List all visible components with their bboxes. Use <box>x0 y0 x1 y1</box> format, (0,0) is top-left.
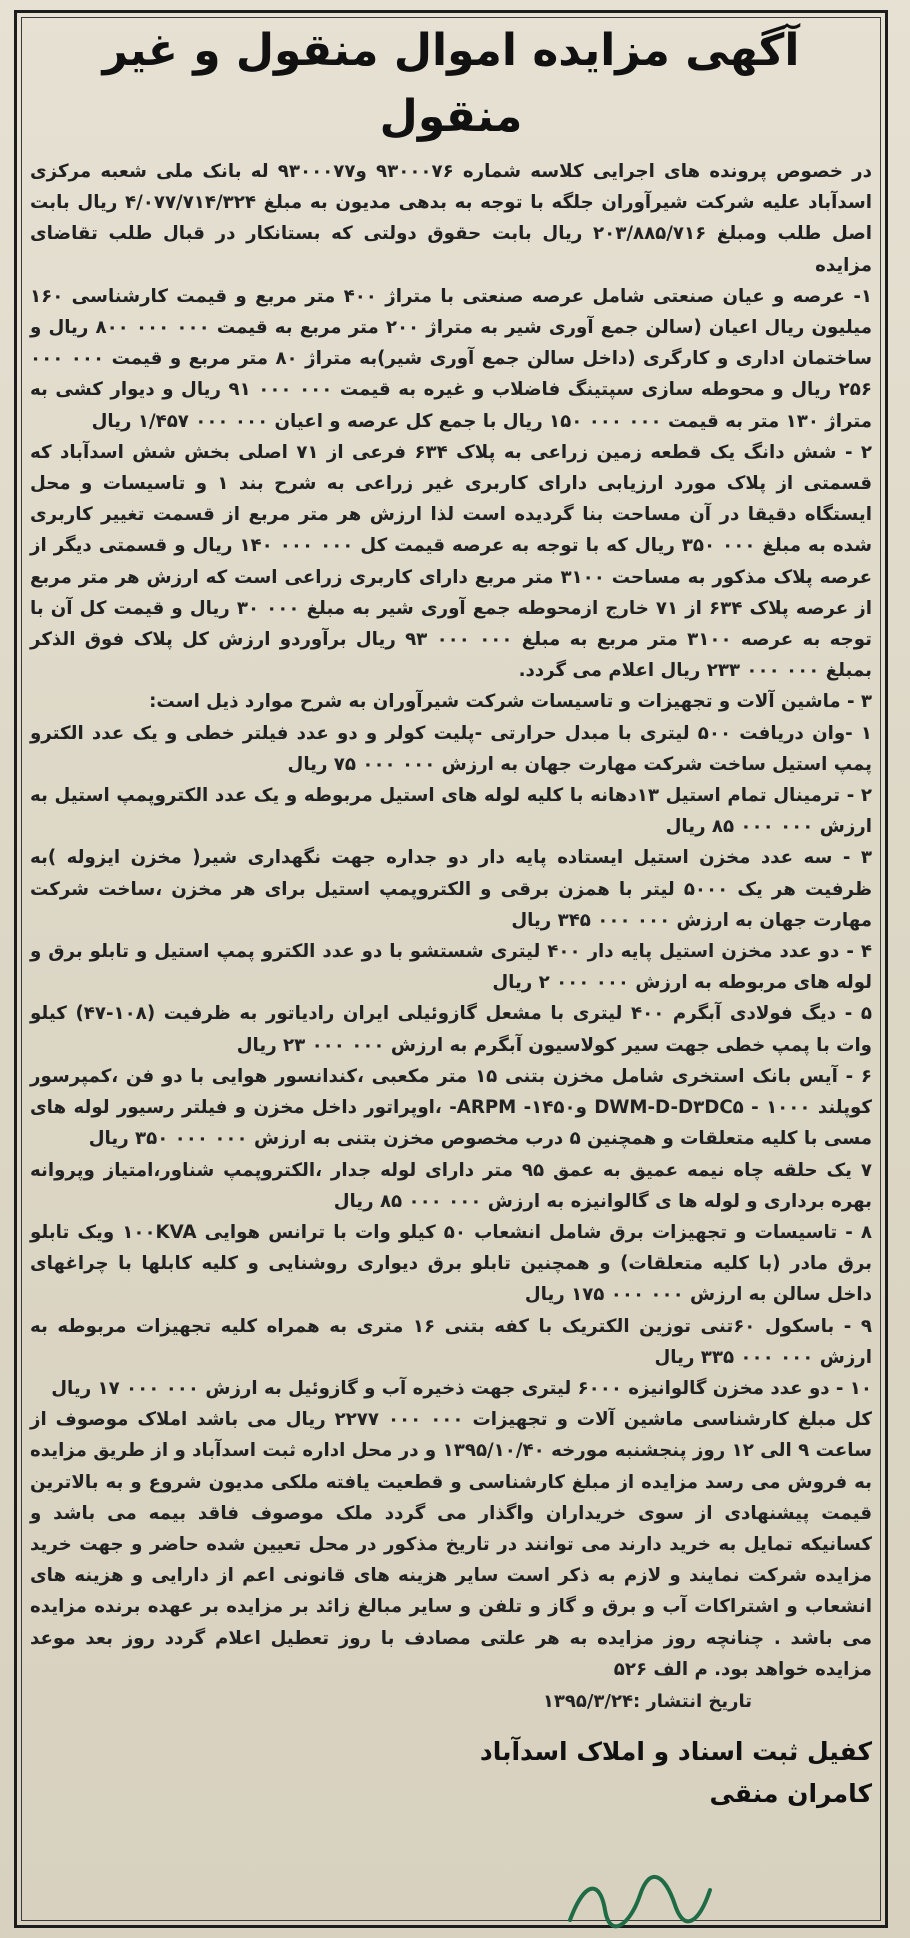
closing-paragraph: کل مبلغ کارشناسی ماشین آلات و تجهیزات ۰۰۰ ۰۰۰ ۲۲۷۷ ریال می باشد املاک موصوف از ساعت ۹ الی ۱۲ روز پنجشنبه مورخه ۱۳۹۵/۱۰/۴۰ و در محل اداره ثبت اسدآباد و از طریق مزایده به فروش می رسد مزایده از مبلغ کارشناسی و قطعیت یافته ملکی مدیون شروع و به بالاترین قیمت پیشنهادی از سوی خریداران واگذار می گردد ملک موصوف فاقد بیمه می باشد و کسانیکه تمایل به خرید دارند می توانند در تاریخ مذکور در محل تعیین شده حاضر و جهت خرید مزایده شرکت نمایند و لازم به ذکر است سایر هزینه های قانونی اعم از دارایی و هزینه های انشعاب و اشتراکات آب و برق و گاز و تلفن و سایر مبالغ زائد بر مزایده بر عهده برنده مزایده می باشد . چنانچه روز مزایده به هر علتی مصادف با روز تعطیل اعلام گردد روز بعد موعد مزایده خواهد بود. م الف ۵۲۶ <box>30 1409 872 1680</box>
sub-item-9: ۹ - باسکول ۶۰تنی توزین الکتریک با کفه بتنی ۱۶ متری به همراه کلیه تجهیزات مربوطه به ارزش ۰۰۰ ۰۰۰ ۳۳۵ ریال <box>30 1315 872 1368</box>
publish-date: تاریخ انتشار :۱۳۹۵/۳/۲۴ <box>542 1690 752 1712</box>
handwritten-signature-mark <box>560 1870 720 1930</box>
sub-item-1: ۱ -وان دریافت ۵۰۰ لیتری با مبدل حرارتی -پلیت کولر و دو عدد فیلتر خطی و یک عدد الکترو پمپ استیل ساخت شرکت مهارت جهان به ارزش ۰۰۰ ۰۰۰ ۷۵ ریال <box>30 722 872 775</box>
item-3-header: ۳ - ماشین آلات و تجهیزات و تاسیسات شرکت شیرآوران به شرح موارد ذیل است: <box>149 691 872 713</box>
signature-title: کفیل ثبت اسناد و املاک اسدآباد <box>479 1736 872 1766</box>
notice-title: آگهی مزایده اموال منقول و غیر منقول <box>102 25 800 142</box>
item-2: ۲ - شش دانگ یک قطعه زمین زراعی به پلاک ۶۳۴ فرعی از ۷۱ اصلی بخش شش اسدآباد که قسمتی از پلاک مورد ارزیابی دارای کاربری غیر زراعی به شرح بند ۱ و تاسیسات و محل ایستگاه دقیقا در آن مساحت بنا گردیده است لذا ارزش هر متر مربع از قسمت تغییر کاربری شده به مبلغ ۰۰۰ ۳۵۰ ریال که با توجه به عرصه قیمت کل ۰۰۰ ۰۰۰ ۱۴۰ ریال و قسمتی دیگر از عرصه پلاک مذکور به مساحت ۳۱۰۰ متر مربع دارای کاربری زراعی است که ارزش هر متر مربع از عرصه پلاک ۶۳۴ از ۷۱ خارج ازمحوطه جمع آوری شیر به مبلغ ۰۰۰ ۳۰ ریال و قیمت کل آن با توجه به عرصه ۳۱۰۰ متر مربع به مبلغ ۰۰۰ ۰۰۰ ۹۳ ریال برآوردو ارزش کل پلاک فوق الذکر بمبلغ ۰۰۰ ۰۰۰ ۲۳۳ ریال اعلام می گردد. <box>30 441 873 682</box>
sub-item-5: ۵ - دیگ فولادی آبگرم ۴۰۰ لیتری با مشعل گازوئیلی ایران رادیاتور به ظرفیت (۱۰۸-۴۷) کیلو وات با پمپ خطی جهت سیر کولاسیون آبگرم به ارزش ۰۰۰ ۰۰۰ ۲۳ ریال <box>30 1003 872 1056</box>
sub-item-4: ۴ - دو عدد مخزن استیل پایه دار ۴۰۰ لیتری شستشو با دو عدد الکترو پمپ استیل و تابلو برق و لوله های مربوطه به ارزش ۰۰۰ ۰۰۰ ۲ ریال <box>30 941 872 994</box>
sub-item-2: ۲ - ترمینال تمام استیل ۱۳دهانه با کلیه لوله های استیل مربوطه و یک عدد الکتروپمپ استیل به ارزش ۰۰۰ ۰۰۰ ۸۵ ریال <box>30 785 872 838</box>
sub-item-10: ۱۰ - دو عدد مخزن گالوانیزه ۶۰۰۰ لیتری جهت ذخیره آب و گازوئیل به ارزش ۰۰۰ ۰۰۰ ۱۷ ریال <box>51 1377 872 1399</box>
signature-block <box>30 1731 872 1815</box>
item-1: ۱- عرصه و عیان صنعتی شامل عرصه صنعتی با متراژ ۴۰۰ متر مربع و قیمت کارشناسی ۱۶۰ میلیون ریال اعیان (سالن جمع آوری شیر به متراژ ۲۰۰ متر مربع به قیمت ۰۰۰ ۰۰۰ ۸۰۰ ریال و ساختمان اداری و کارگری (داخل سالن جمع آوری شیر)به متراژ ۸۰ متر مربع و قیمت ۰۰۰ ۰۰۰ ۲۵۶ ریال و محوطه سازی سپتینگ فاضلاب و غیره به قیمت ۰۰۰ ۰۰۰ ۹۱ ریال و دیوار کشی به متراژ ۱۳۰ متر به قیمت ۰۰۰ ۰۰۰ ۱۵۰ ریال با جمع کل عرصه و اعیان ۰۰۰ ۰۰۰ ۱/۴۵۷ ریال <box>30 285 872 432</box>
sub-item-8: ۸ - تاسیسات و تجهیزات برق شامل انشعاب ۵۰ کیلو وات با ترانس هوایی ۱۰۰KVA ویک تابلو برق مادر (با کلیه متعلقات) و همچنین تابلو برق دیواری روشنایی و کلیه کابلها با چراغهای داخل سالن به ارزش ۰۰۰ ۰۰۰ ۱۷۵ ریال <box>30 1221 872 1306</box>
sub-item-7: ۷ یک حلقه چاه نیمه عمیق به عمق ۹۵ متر دارای لوله جدار ،الکتروپمپ شناور،امتیاز وپروانه بهره برداری و لوله ها ی گالوانیزه به ارزش ۰۰۰ ۰۰۰ ۸۵ ریال <box>30 1159 872 1212</box>
notice-intro: در خصوص پرونده های اجرایی کلاسه شماره ۹۳۰۰۰۷۶ و۹۳۰۰۰۷۷ له بانک ملی شعبه مرکزی اسدآباد علیه شرکت شیرآوران جلگه با توجه به بدهی مدیون به مبلغ ۴/۰۷۷/۷۱۴/۳۲۴ ریال بابت اصل طلب ومبلغ ۲۰۳/۸۸۵/۷۱۶ ریال بابت حقوق دولتی که بستانکار در قبال طلب تقاضای مزایده <box>30 161 873 276</box>
signature-name: کامران منقی <box>709 1778 872 1808</box>
notice-body <box>30 18 872 1815</box>
sub-item-3: ۳ - سه عدد مخزن استیل ایستاده پایه دار دو جداره جهت نگهداری شیر( مخزن ایزوله )به ظرفیت هر یک ۵۰۰۰ لیتر با همزن برقی و الکتروپمپ استیل برای هر مخزن ،ساخت شرکت مهارت جهان به ارزش ۰۰۰ ۰۰۰ ۳۴۵ ریال <box>30 847 872 931</box>
sub-item-6: ۶ - آیس بانک استخری شامل مخزن بتنی ۱۵ متر مکعبی ،کندانسور هوایی با دو فن ،کمپرسور کوپلند ۱۰۰۰ - DWM-D-D۳DC۵ وARPM -۱۴۵۰- ،اوپراتور داخل مخزن و فیلتر رسیور لوله های مسی با کلیه متعلقات و همچنین ۵ درب مخصوص مخزن بتنی به ارزش ۰۰۰ ۰۰۰ ۳۵۰ ریال <box>30 1065 873 1150</box>
